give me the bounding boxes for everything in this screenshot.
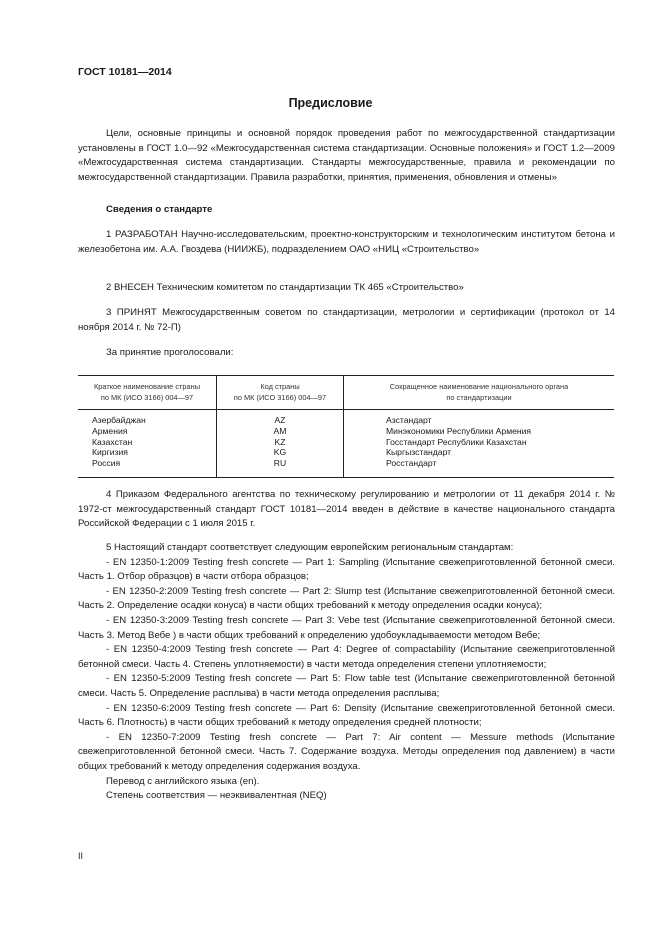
standards-body: Минэкономики Республики Армения [344,426,615,437]
country-name: Армения [92,425,128,436]
voting-countries-table [78,375,614,478]
table-row [78,458,614,477]
voted-label: За принятие проголосовали: [106,347,234,358]
intro-paragraph: Цели, основные принципы и основной порядок проведения работ по межгосударственной стандартизации установлены в ГОСТ 1.0—92 «Межгосударственная система стандартизации. Основные положения» и ГОСТ 1.2—2009 «Межгосударственная система стандартизации. Стандарты межгосударственные, правила и рекомендации по межгосударственной стандартизации. Правила разработки, принятия, применения, обновления и отмены» [78,128,615,183]
table-header-row [78,376,614,410]
item-5-intro: 5 Настоящий стандарт соответствует следующим европейским региональным стандартам: [106,542,514,553]
table-row [78,437,614,448]
page-title: Предисловие [288,96,373,110]
country-name: Россия [92,458,121,469]
country-code: AZ [217,410,344,426]
column-header-country: Краткое наименование страны по МК (ИСО 3166) 004—97 [78,376,217,410]
en-standard-item: - EN 12350-4:2009 Testing fresh concrete — Part 4: Degree of compactability (Испытание свежеприготовленной бетонной смеси. Часть 4. Степень уплотняемости) в части метода определения степени уплотняемости; [78,644,615,670]
translation-note: Перевод с английского языка (en). [106,775,260,787]
item-2-submitted: 2 ВНЕСЕН Техническим комитетом по стандартизации ТК 465 «Строительство» [106,282,464,293]
country-code: KG [217,447,344,458]
column-header-code: Код страны по МК (ИСО 3166) 004—97 [217,376,344,410]
en-standard-item: - EN 12350-7:2009 Testing fresh concrete — Part 7: Air content — Messure methods (Испытание свежеприготовленной бетонной смеси. Часть 7. Содержание воздуха. Методы определения под давлением) в части общих требований к методу определения содержания воздуха. [78,731,615,772]
en-standard-item: - EN 12350-6:2009 Testing fresh concrete — Part 6: Density (Испытание свежеприготовленной бетонной смеси. Часть 6. Плотность) в части общих требований к методу определения средней плотности; [78,702,615,729]
en-standard-item: - EN 12350-2:2009 Testing fresh concrete — Part 2: Slump test (Испытание свежеприготовленной бетонной смеси. Часть 2. Определение осадки конуса) в части общих требований к методу определения осадки конуса); [78,585,615,612]
country-name: Казахстан [92,436,133,447]
standards-body: Азстандарт [344,410,615,426]
page-number: II [78,851,84,861]
en-standard-item: - EN 12350-5:2009 Testing fresh concrete — Part 5: Flow table test (Испытание свежеприготовленной бетонной смеси. Часть 5. Определение расплыва) в части метода определения расплыва; [78,673,615,699]
country-code: RU [217,458,344,477]
document-code-header: ГОСТ 10181—2014 [78,66,172,78]
table-row [78,447,614,458]
item-4-enacted: 4 Приказом Федерального агентства по техническому регулированию и метрологии от 11 декабря 2014 г. № 1972-ст межгосударственный стандарт ГОСТ 10181—2014 введен в действие в качестве национального стандарта Российской Федерации с 1 июля 2015 г. [78,489,615,530]
country-name: Азербайджан [92,415,146,425]
about-heading: Сведения о стандарте [106,204,213,215]
item-5-block [78,541,615,804]
conformity-degree: Степень соответствия — неэквивалентная (NEQ) [106,790,327,802]
en-standard-item: - EN 12350-3:2009 Testing fresh concrete — Part 3: Vebe test (Испытание свежеприготовленной бетонной смеси. Часть 3. Метод Вебе ) в части общих требований к определению удобоукладываемости методом Вебе; [78,614,615,641]
column-header-body: Сокращенное наименование национального органа по стандартизации [344,376,615,410]
standards-body: Кыргызстандарт [344,447,615,458]
table-row [78,410,614,426]
country-code: KZ [217,437,344,448]
item-1-developed: 1 РАЗРАБОТАН Научно-исследовательским, проектно-конструкторским и технологическим институтом бетона и железобетона им. А.А. Гвоздева (НИИЖБ), подразделением ОАО «НИЦ «Строительство» [78,229,615,255]
country-code: AM [217,426,344,437]
standards-body: Росстандарт [344,458,615,477]
item-3-adopted: 3 ПРИНЯТ Межгосударственным советом по стандартизации, метрологии и сертификации (протокол от 14 ноября 2014 г. № 72-П) [78,307,615,333]
country-name: Киргизия [92,447,128,458]
en-standard-item: - EN 12350-1:2009 Testing fresh concrete — Part 1: Sampling (Испытание свежеприготовленной бетонной смеси. Часть 1. Отбор образцов) в части отбора образцов; [78,556,615,583]
table-row [78,426,614,437]
standards-body: Госстандарт Республики Казахстан [344,437,615,448]
